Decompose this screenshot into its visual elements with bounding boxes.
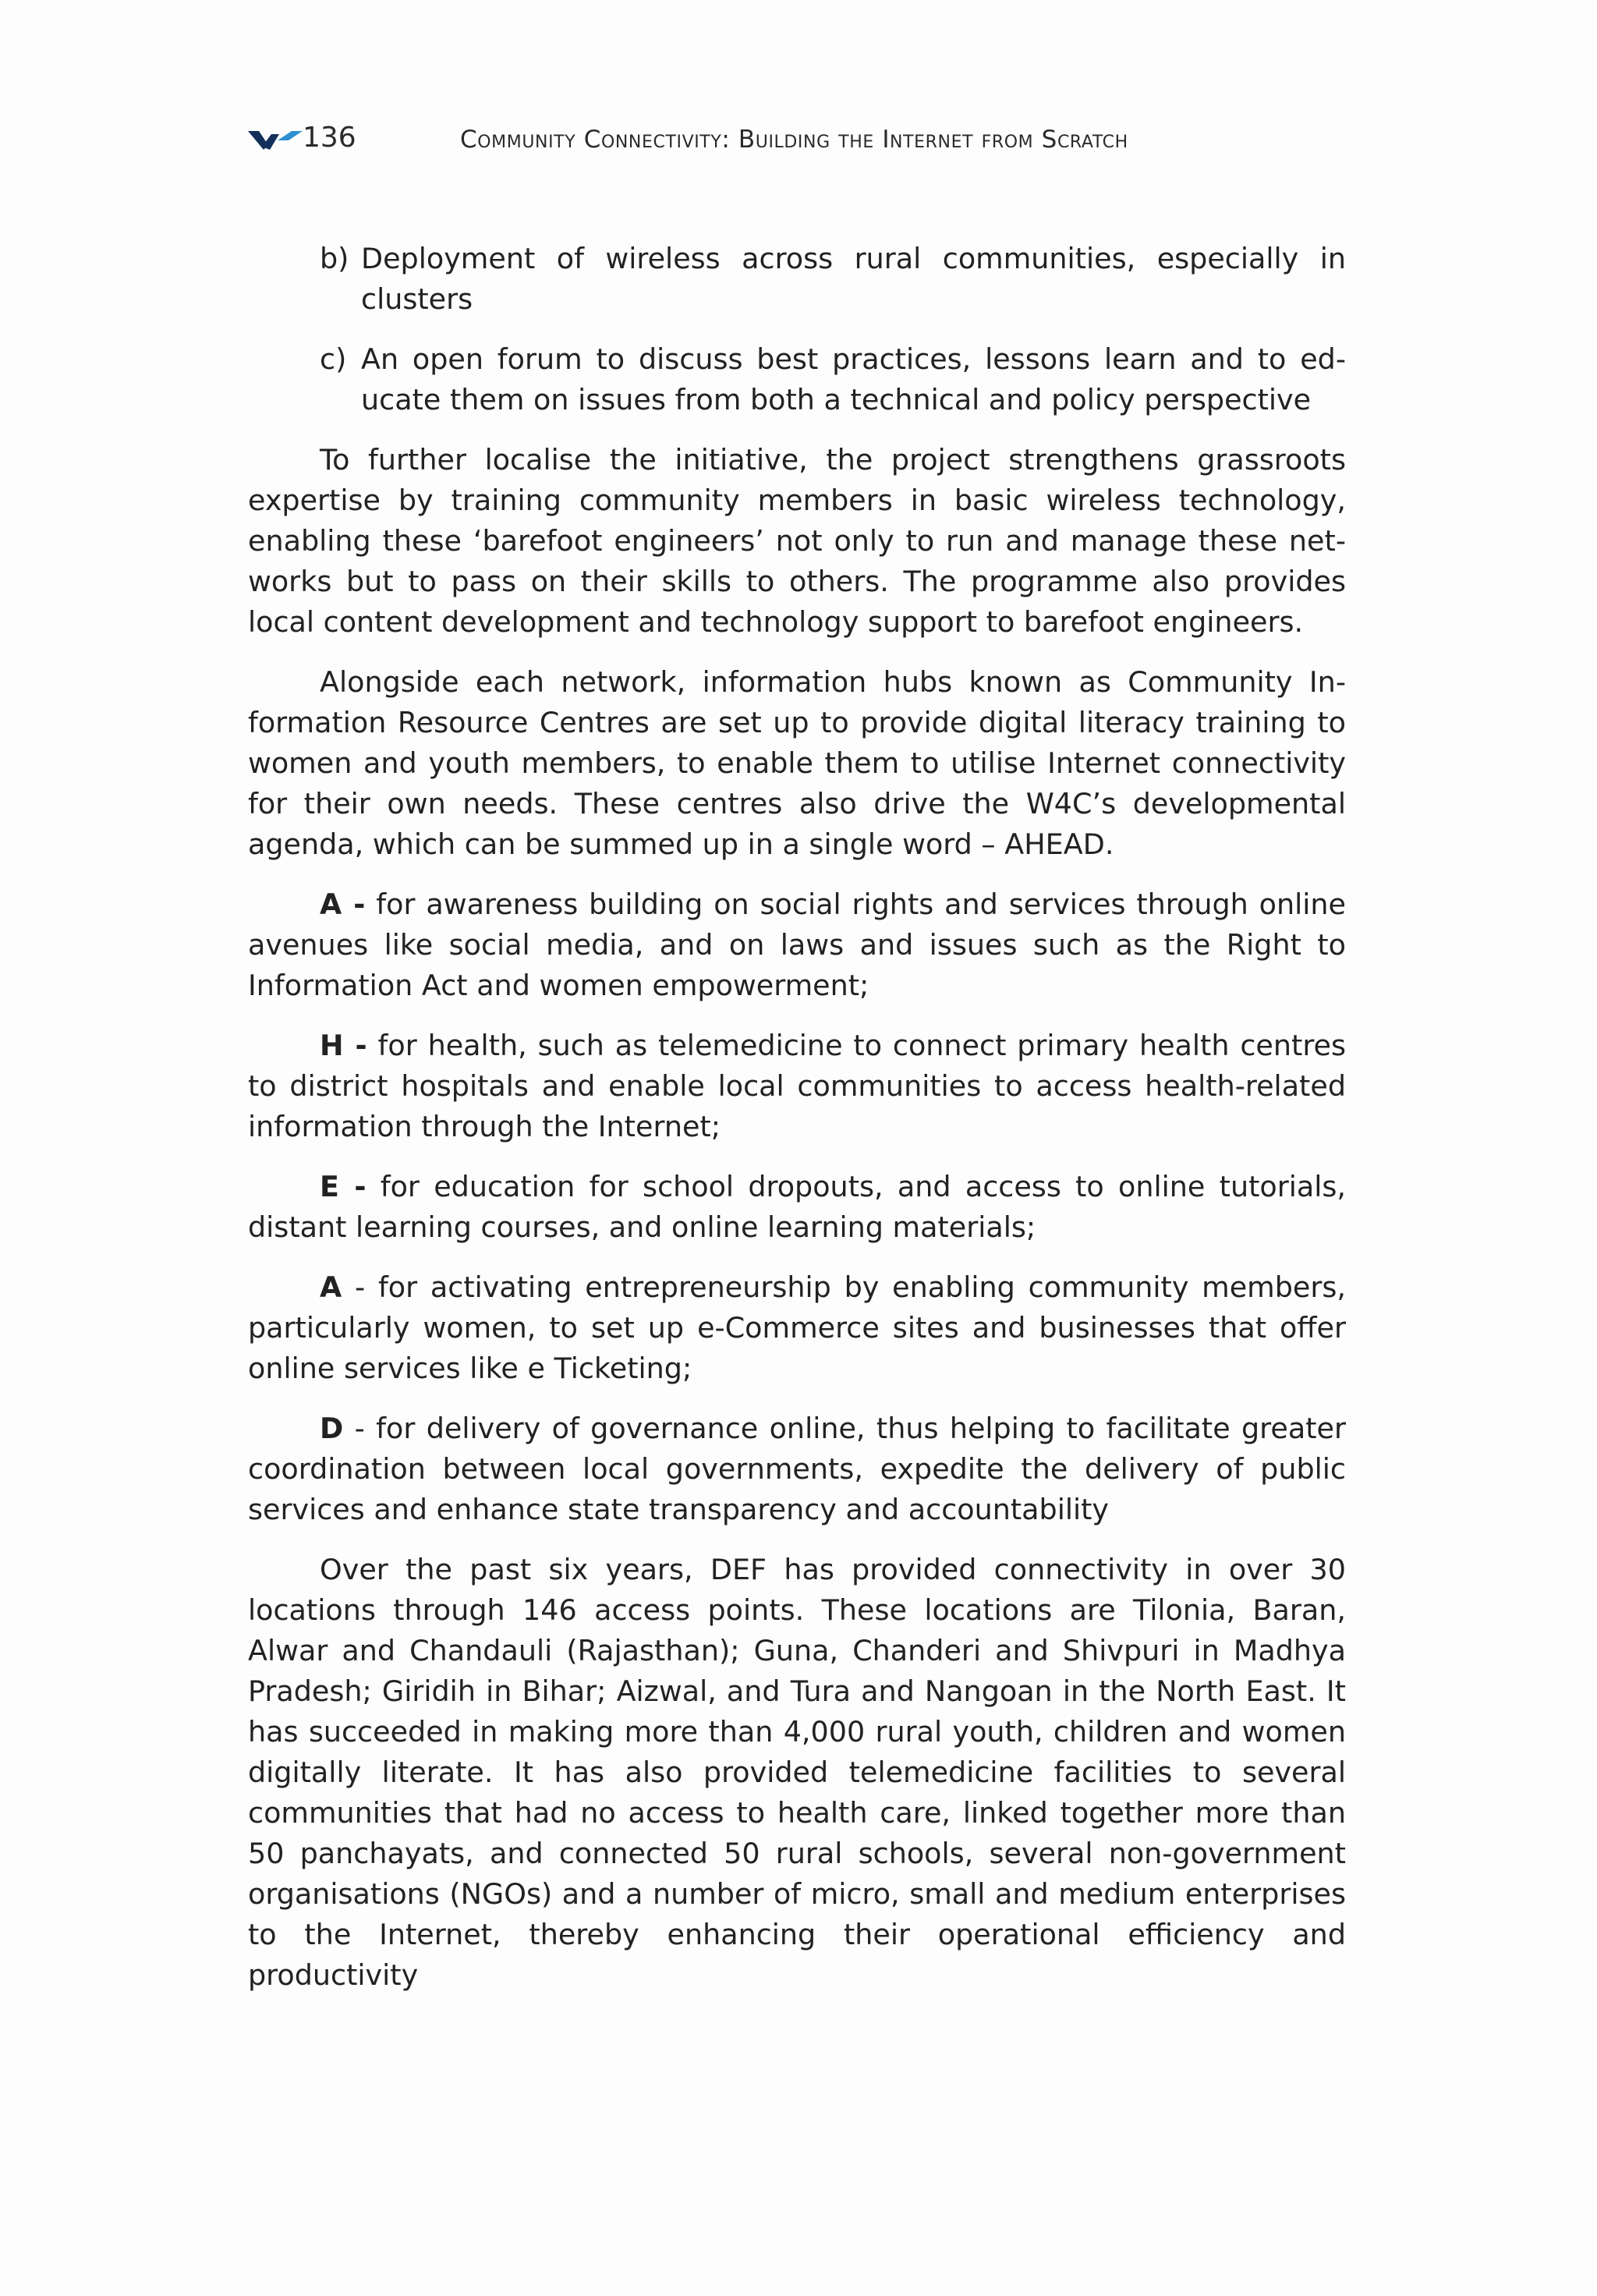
ahead-text: for education for school dropouts, and access to online tutorials, distant learning courses, and online learning materials; (248, 1170, 1346, 1244)
ahead-label: D (320, 1412, 344, 1445)
page-body (248, 239, 1346, 2015)
publisher-logo-icon (248, 129, 304, 151)
ahead-item-entrepreneurship (248, 1267, 1346, 1389)
ahead-item-education (248, 1167, 1346, 1248)
paragraph-barefoot-engineers: To further localise the initiative, the project strengthens grassroots expertise by training community members in basic wireless technology, enabling these ‘barefoot engineers’ not only to run and manage these networks but to pass on their skills to others. The programme also provides local content development and technology support to barefoot engineers. (248, 443, 1346, 639)
ahead-text: - for activating entrepreneurship by enabling community members, particularly women, to set up e-Commerce sites and businesses that offer online services like e Ticketing; (248, 1270, 1346, 1385)
ahead-item-awareness (248, 884, 1346, 1006)
list-marker: b) (320, 242, 349, 275)
ahead-label: H - (320, 1029, 367, 1062)
running-title: Community Connectivity: Building the Internet from Scratch (460, 126, 1128, 154)
ahead-item-health (248, 1026, 1346, 1147)
paragraph-resource-centres: Alongside each network, information hubs known as Community Information Resource Centres are set up to provide digital literacy training to women and youth members, to enable them to utilise Internet connectivity for their own needs. These centres also drive the W4C’s developmental agenda, which can be summed up in a single word – AHEAD. (248, 665, 1346, 861)
ahead-label: E - (320, 1170, 366, 1203)
ahead-text: - for delivery of governance online, thus helping to facilitate greater coordination between local governments, expedite the delivery of public services and enhance state transparency and accountability (248, 1412, 1346, 1526)
list-marker: c) (320, 342, 347, 376)
page-header (248, 119, 1355, 158)
ahead-label: A - (320, 888, 366, 921)
list-item (248, 239, 1346, 320)
page-number: 136 (303, 122, 356, 154)
ahead-item-delivery (248, 1408, 1346, 1530)
ahead-text: for health, such as telemedicine to connect primary health centres to district hospitals and enable local communities to access health-related information through the Internet; (248, 1029, 1347, 1143)
list-item-text: An open forum to discuss best practices, lessons learn and to educate them on issues from both a technical and policy perspective (361, 342, 1346, 416)
list-item (248, 339, 1346, 420)
ahead-text: for awareness building on social rights and services through online avenues like social media, and on laws and issues such as the Right to Information Act and women empowerment; (248, 888, 1346, 1002)
ahead-label: A (320, 1270, 342, 1304)
list-item-text: Deployment of wireless across rural communities, especially in clusters (361, 242, 1346, 316)
paragraph-closing: Over the past six years, DEF has provided connectivity in over 30 locations through 146 access points. These locations are Tilonia, Baran, Alwar and Chandauli (Rajasthan); Guna, Chanderi and Shivpuri in Madhya Pradesh; Giridih in Bihar; Aizwal, and Tura and Nangoan in the North East. It has succeeded in making more than 4,000 rural youth, children and women digitally literate. It has also provided telemedicine facilities to several communities that had no access to health care, linked together more than 50 panchayats, and connected 50 rural schools, several non-government organisations (NGOs) and a number of micro, small and medium enterprises to the Internet, thereby enhancing their operational efficiency and productivity (248, 1553, 1346, 1992)
